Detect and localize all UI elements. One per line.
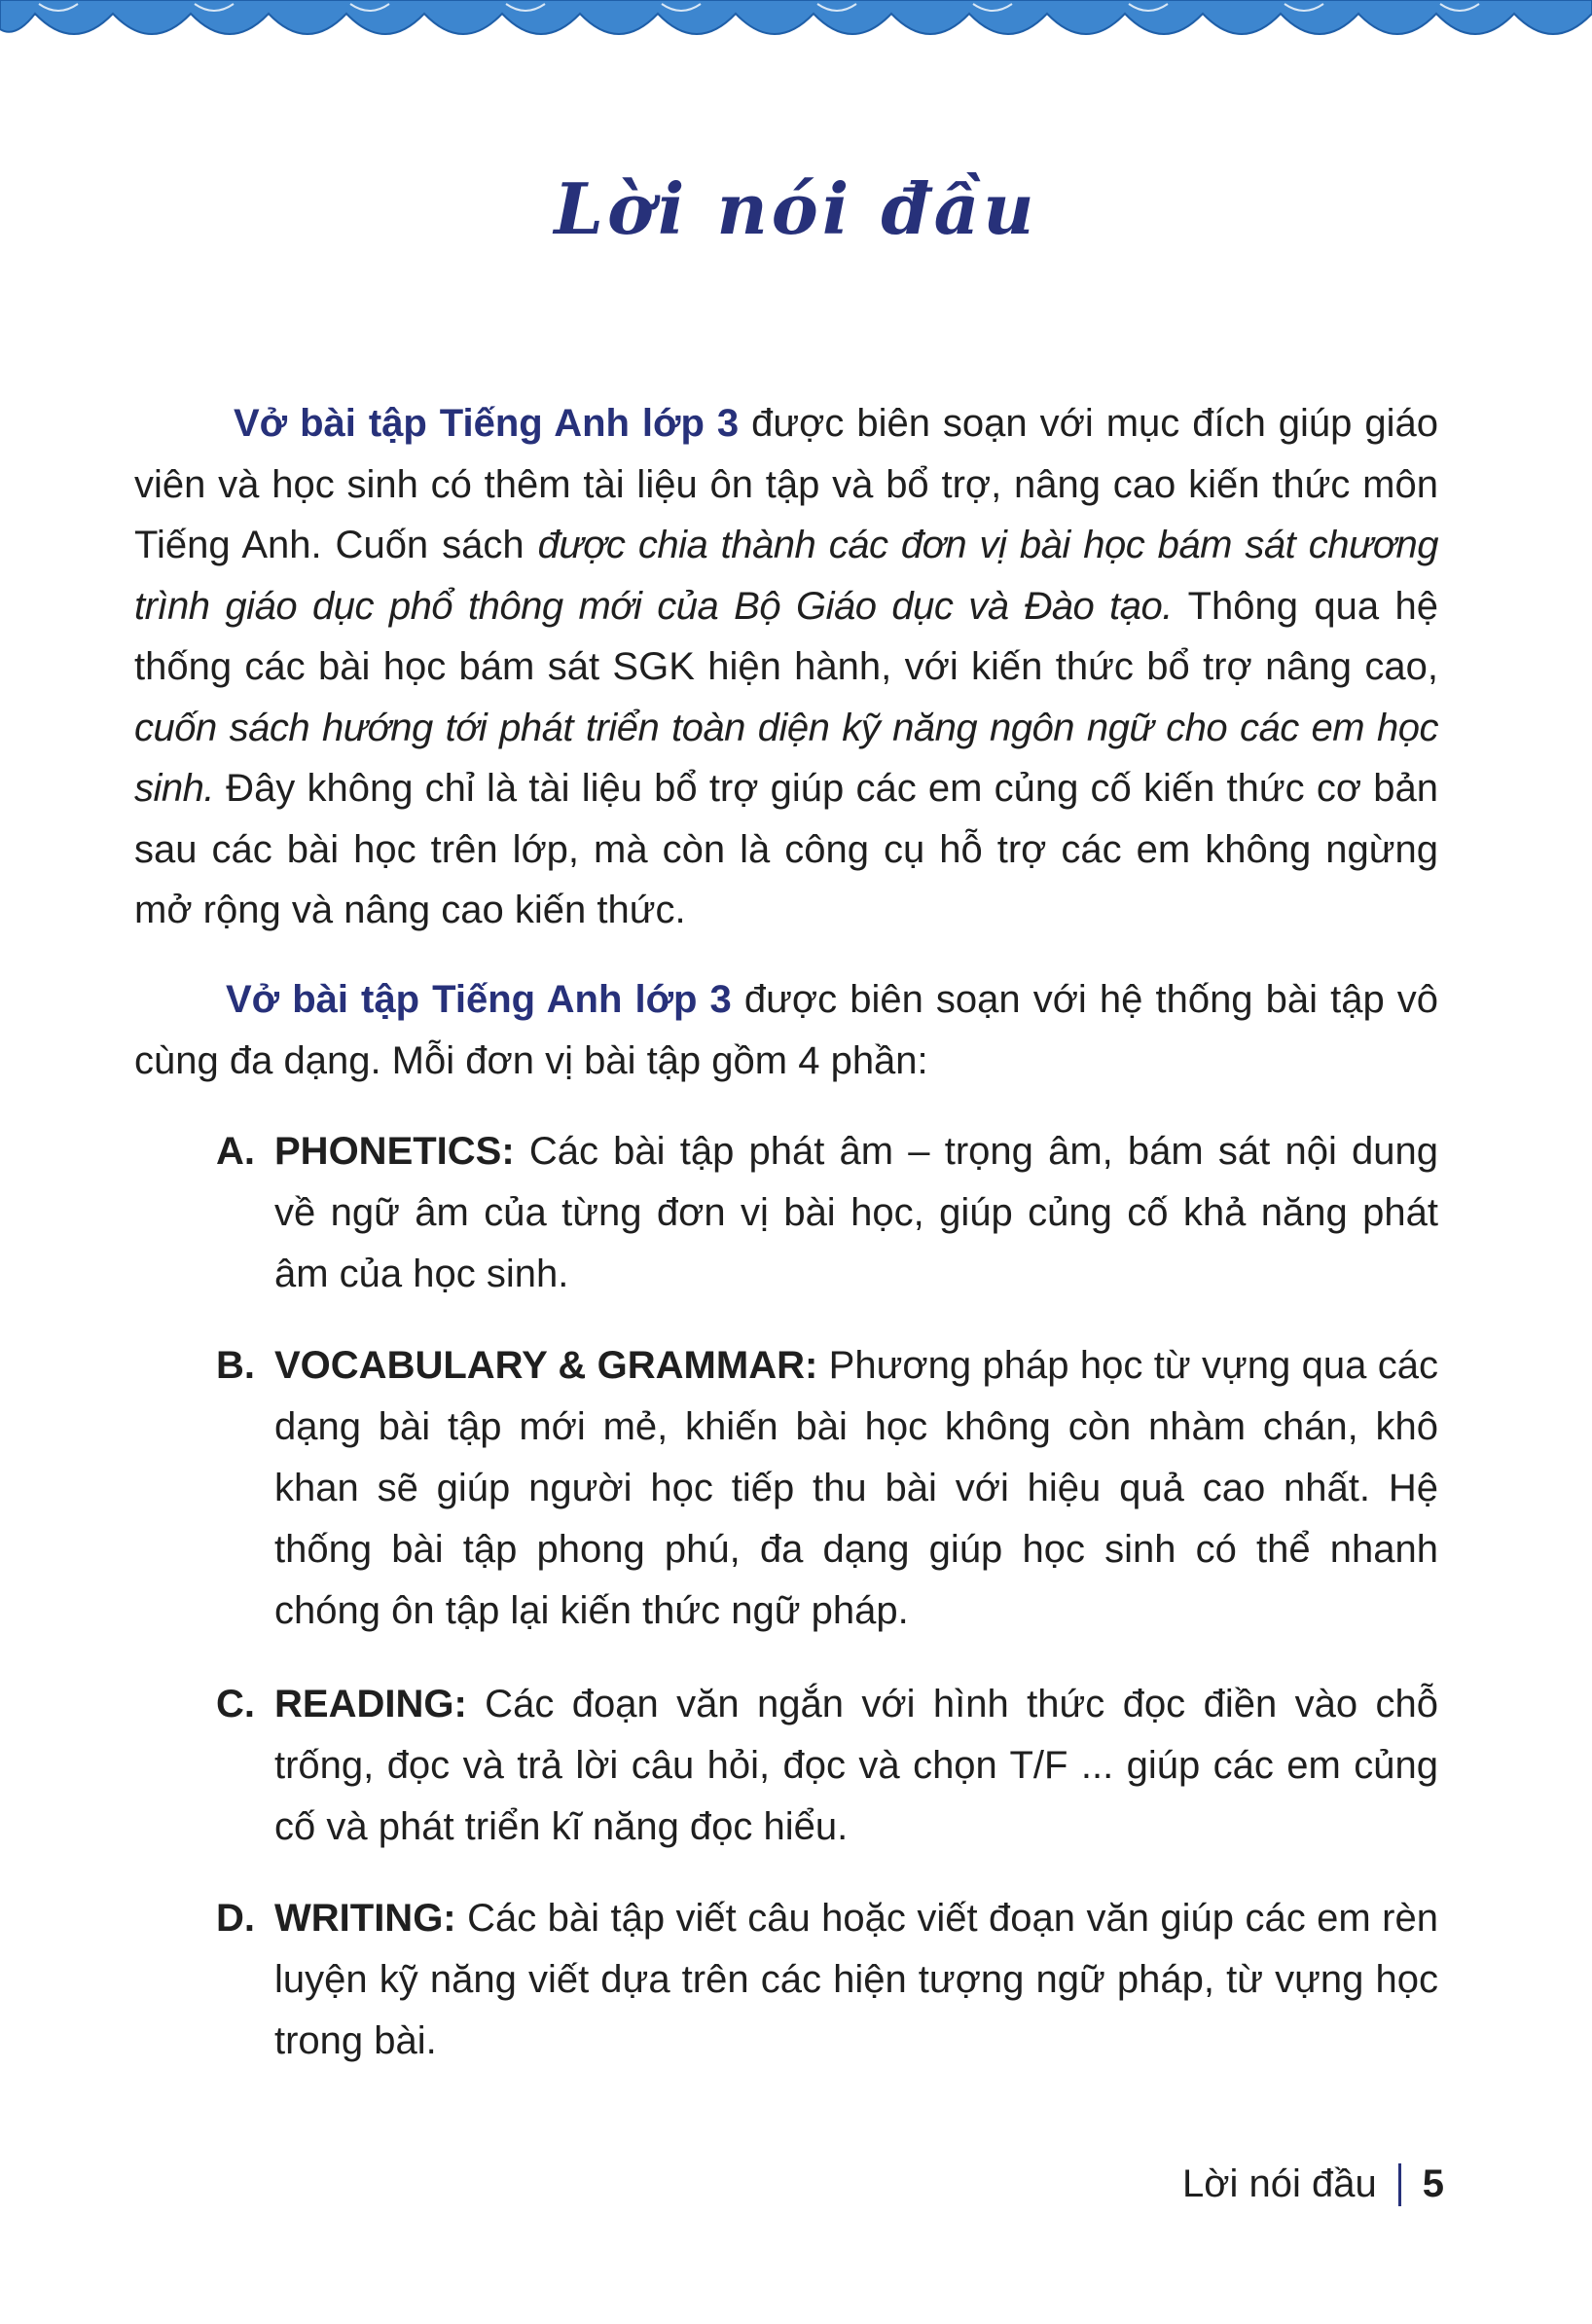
page-number: 5	[1422, 2162, 1444, 2205]
decorative-top-border	[0, 0, 1592, 60]
list-item-heading: WRITING:	[274, 1897, 456, 1940]
paragraph-text: Thông qua hệ thống các bài học bám sát SGK hiện hành, với kiến thức bổ trợ nâng cao,	[134, 584, 1439, 688]
paragraph-italic: được chia thành các đơn vị bài học bám sát chương trình giáo dục phổ thông mới của Bộ Giáo dục và Đào tạo.	[134, 524, 1438, 628]
intro-paragraph-1	[134, 393, 1438, 941]
page-title: Lời nói đầu	[554, 167, 1038, 250]
list-item-letter: C.	[216, 1683, 255, 1725]
paragraph-text: được biên soạn với mục đích giúp giáo viên và học sinh có thêm tài liệu ôn tập và bổ trợ, nâng cao kiến thức môn Tiếng Anh. Cuốn sách	[134, 402, 1439, 566]
paragraph-text: được biên soạn với hệ thống bài tập vô cùng đa dạng. Mỗi đơn vị bài tập gồm 4 phần:	[134, 978, 1439, 1082]
list-item-heading: READING:	[274, 1683, 467, 1725]
list-item-text: Các bài tập phát âm – trọng âm, bám sát nội dung về ngữ âm của từng đơn vị bài học, giúp củng cố khả năng phát âm của học sinh.	[274, 1130, 1438, 1295]
footer-section-title: Lời nói đầu	[1182, 2162, 1377, 2205]
list-item-phonetics	[216, 1121, 1438, 1305]
page-footer	[1182, 2162, 1444, 2206]
list-item-heading: VOCABULARY & GRAMMAR:	[274, 1344, 818, 1387]
paragraph-italic: cuốn sách hướng tới phát triển toàn diện kỹ năng ngôn ngữ cho các em học sinh.	[134, 706, 1438, 810]
list-item-writing	[216, 1888, 1438, 2072]
list-item-letter: D.	[216, 1897, 255, 1940]
list-item-letter: B.	[216, 1344, 255, 1387]
book-title: Vở bài tập Tiếng Anh lớp 3	[234, 402, 740, 445]
list-item-text: Các bài tập viết câu hoặc viết đoạn văn giúp các em rèn luyện kỹ năng viết dựa trên các hiện tượng ngữ pháp, từ vựng học trong bài.	[274, 1897, 1438, 2062]
footer-divider	[1398, 2163, 1401, 2206]
list-item-vocabulary-grammar	[216, 1335, 1438, 1642]
list-item-heading: PHONETICS:	[274, 1130, 515, 1173]
paragraph-text: Đây không chỉ là tài liệu bổ trợ giúp các em củng cố kiến thức cơ bản sau các bài học trên lớp, mà còn là công cụ hỗ trợ các em không ngừng mở rộng và nâng cao kiến thức.	[134, 767, 1438, 931]
list-item-letter: A.	[216, 1130, 255, 1173]
intro-paragraph-2	[134, 969, 1438, 1091]
list-item-text: Phương pháp học từ vựng qua các dạng bài tập mới mẻ, khiến bài học không còn nhàm chán, khô khan sẽ giúp người học tiếp thu bài với hiệu quả cao nhất. Hệ thống bài tập phong phú, đa dạng giúp học sinh có thể nhanh chóng ôn tập lại kiến thức ngữ pháp.	[274, 1344, 1438, 1632]
list-item-reading	[216, 1674, 1438, 1858]
list-item-text: Các đoạn văn ngắn với hình thức đọc điền vào chỗ trống, đọc và trả lời câu hỏi, đọc và chọn T/F ... giúp các em củng cố và phát triển kĩ năng đọc hiểu.	[274, 1683, 1438, 1848]
book-title: Vở bài tập Tiếng Anh lớp 3	[226, 978, 732, 1021]
